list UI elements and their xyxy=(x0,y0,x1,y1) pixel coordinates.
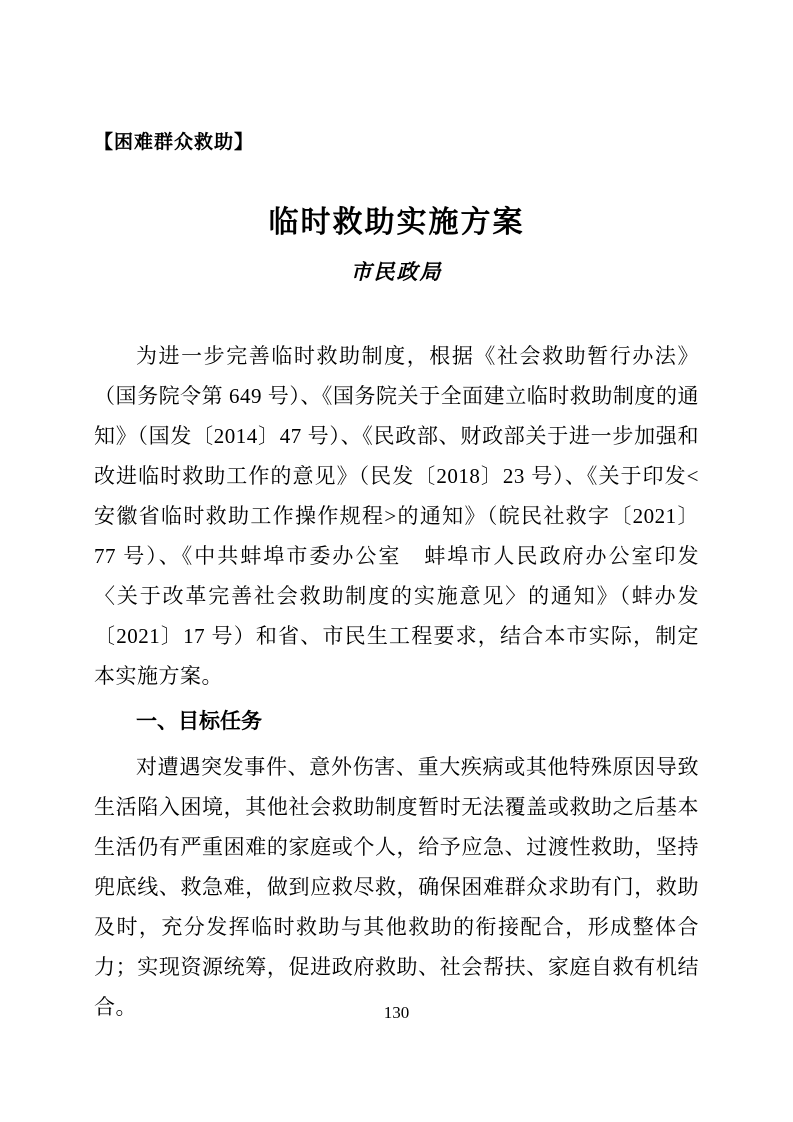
page-number: 130 xyxy=(383,1003,410,1022)
document-title: 临时救助实施方案 xyxy=(268,206,525,239)
section-heading: 一、目标任务 xyxy=(136,710,262,733)
intro-paragraph: 为进一步完善临时救助制度，根据《社会救助暂行办法》（国务院令第 649 号）、《国务院关于全面建立临时救助制度的通知》（国发〔2014〕47 号）、《民政部、财政部关于进一步加强和改进临时救助工作的意见》（民发〔2018〕23 号）、《关于印发<安徽省临时救助工作操作规程>的通知》（皖民社救字〔2021〕77 号）、《中共蚌埠市委办公室 蚌埠市人民政府办公室印发〈关于改革完善社会救助制度的实施意见〉的通知》（蚌办发〔2021〕17 号）和省、市民生工程要求，结合本市实际，制定本实施方案。 xyxy=(94,344,699,688)
document-content xyxy=(0,130,793,1027)
section-body-paragraph: 对遭遇突发事件、意外伤害、重大疾病或其他特殊原因导致生活陷入困境，其他社会救助制度暂时无法覆盖或救助之后基本生活仍有严重困难的家庭或个人，给予应急、过渡性救助，坚持兜底线、救急难，做到应救尽救，确保困难群众求助有门，救助及时，充分发挥临时救助与其他救助的衔接配合，形成整体合力；实现资源统筹，促进政府救助、社会帮扶、家庭自救有机结合。 xyxy=(94,755,699,1019)
document-issuer: 市民政局 xyxy=(350,260,443,284)
category-label: 【困难群众救助】 xyxy=(94,132,255,153)
document-body xyxy=(94,336,699,1027)
